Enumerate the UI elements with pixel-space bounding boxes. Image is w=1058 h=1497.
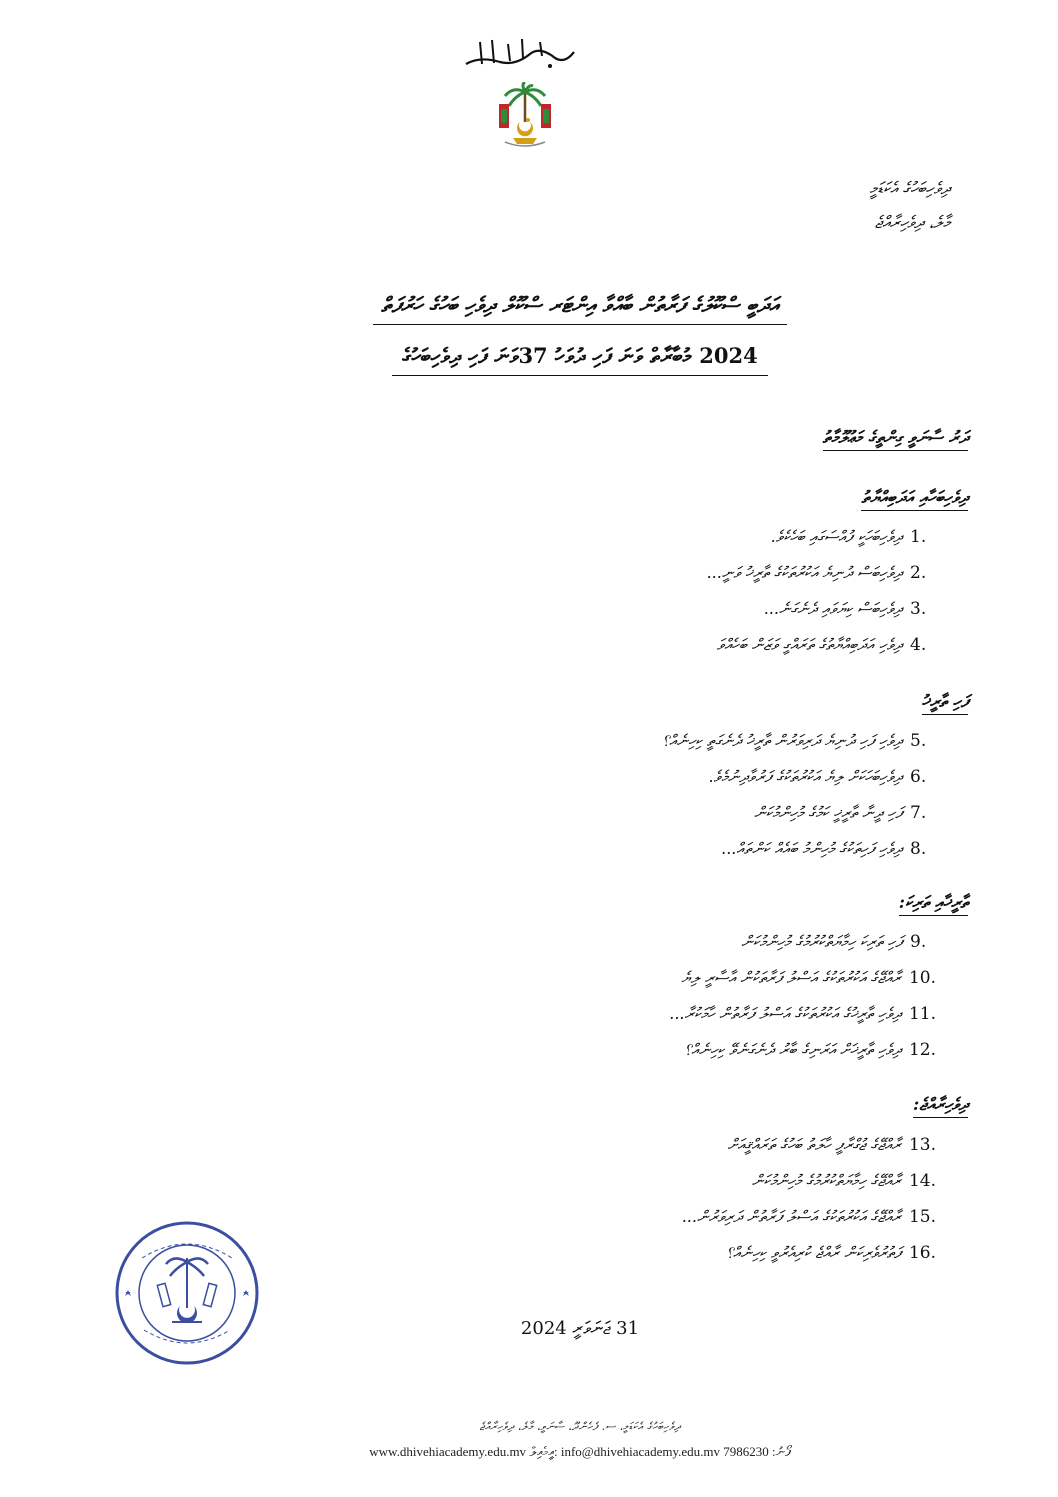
national-emblem	[495, 82, 555, 152]
topic-text: ރާއްޖޭގެ ޖުގްރާފީ ހާލަތު ބަހުގެ ތަރައްޤީއަށް	[727, 1135, 901, 1154]
section-heading-history: ފަހި ތާރީޚު	[922, 692, 968, 715]
document-date	[480, 1318, 680, 1339]
date-month: ޖަނަވަރީ	[572, 1318, 611, 1339]
topic-number: 4.	[910, 635, 927, 655]
topic-number: 3.	[910, 599, 927, 619]
date-year: 2024	[520, 1318, 567, 1339]
topic-text: ފަހި ދީނާ ތާރީޚީ ކަމުގެ މުހިންމުކަން	[754, 803, 902, 822]
topic-item	[717, 635, 936, 655]
letterhead-footer	[200, 1420, 960, 1460]
topic-number: 8.	[910, 839, 927, 859]
topic-number: 12.	[908, 1040, 936, 1060]
topic-number: 2.	[910, 563, 927, 583]
topic-number: 5.	[910, 731, 927, 751]
topic-number: 13.	[908, 1135, 936, 1155]
date-day: 31	[616, 1318, 640, 1339]
intro-heading: ދަރު ސާނަވީ ގިންތީގެ މަޢުލޫމާތު	[823, 428, 968, 451]
topic-item	[681, 968, 936, 988]
topic-item	[669, 1004, 936, 1024]
basmala-calligraphy	[460, 34, 580, 74]
topic-text: ދިވެހި ފަހި ދުނިޔެ ދަރިވަރުން ތާރީޚު ދެނެގަތީ ކިހިނެއް؟	[662, 731, 902, 750]
footer-address: ދިވެހިބަހުގެ އެކަޑަމީ، ސ. ފެހެންދޫ، ސާނަވީ، މާލެ، ދިވެހިރާއްޖެ	[479, 1420, 681, 1433]
topic-text: ފަތުރުވެރިކަން ރާއްޖެ ކުރިއެރުވީ ކިހިނެއް؟	[725, 1243, 901, 1262]
topic-text: ރާއްޖޭގެ އަކުރުތަކުގެ އަސްލު ފަރާތުން ދަރިވަރުން...	[681, 1207, 901, 1226]
topic-item	[684, 1040, 936, 1060]
sender-name: ދިވެހިބަހުގެ އެކަޑަމީ	[869, 179, 950, 199]
official-seal	[112, 1218, 262, 1368]
topic-number: 14.	[908, 1171, 936, 1191]
topic-text: ދިވެހި އަދަބިއްޔާތުގެ ތަރައްގީ ވަޒަން ބަހެއްވަ	[716, 635, 902, 654]
sender-block	[870, 172, 950, 240]
footer-contact: www.dhivehiacademy.edu.mv އީމެއިލް: info@dhivehiacademy.edu.mv ފޯނު: 7986230	[369, 1444, 791, 1459]
topic-item	[662, 731, 936, 751]
topic-number: 11.	[908, 1004, 936, 1024]
topic-text: ދިވެހިބަސް ކިޔަވައި ދެނެގަނެ...	[763, 599, 902, 618]
topic-text: ރާއްޖޭގެ ހިމާޔަތްކުރުމުގެ މުހިންމުކަން	[751, 1171, 901, 1190]
topic-text: ރާއްޖޭގެ އަކުރުތަކުގެ އަސްލު ފަރާތަކުން އާސާރީ ލިޔެ	[681, 968, 901, 987]
topic-item	[771, 527, 936, 547]
topic-number: 16.	[908, 1243, 936, 1263]
topic-number: 6.	[910, 767, 927, 787]
topic-text: ދިވެހި ތާރީޚުގެ އަކުރުތަކުގެ އަސްލު ފަރާތުން ހާމަކުރާ...	[669, 1004, 901, 1023]
topic-item	[707, 563, 936, 583]
section-heading-language-literature: ދިވެހިބަހާއި އަދަބިއްޔާތު	[861, 488, 968, 511]
topic-text: ދިވެހި ތާރީޚަށް އަރަނިގެ ބާރު ދެނެގަނެވޭ ކިހިނެއް؟	[684, 1040, 901, 1059]
topic-item	[728, 1135, 936, 1155]
section-heading-maldives: ދިވެހިރާއްޖެ:	[913, 1095, 968, 1118]
topic-number: 9.	[910, 932, 927, 952]
topic-number: 1.	[910, 527, 927, 547]
title-line-2: 2024 މުބާރާތް ވަނަ ފަހި ދުވަހު 37ވަނަ ފަހި ދިވެހިބަހުގެ	[392, 333, 767, 376]
topic-number: 15.	[908, 1207, 936, 1227]
topic-number: 10.	[908, 968, 936, 988]
topic-item	[752, 1171, 936, 1191]
topic-item	[741, 932, 936, 952]
topic-item	[721, 839, 936, 859]
topic-number: 7.	[910, 803, 927, 823]
topic-item	[764, 599, 936, 619]
topic-item	[708, 767, 936, 787]
topic-text: ދިވެހިބަހަކަށް ލިޔެ އަކުރުތަކުގެ ފަރުވާދިނުމެވެ.	[708, 767, 902, 786]
title-line-1: އަދަބީ ސްކޫލުގެ ފަރާތުން ބާއްވާ އިންޓަރ ސްކޫލް ދިވެހި ބަހުގެ ހަރުފަތް	[373, 286, 787, 325]
topic-text: ދިވެހިބަހަކީ ފުއްސަގައި ބަހެކެވެ.	[770, 527, 902, 546]
topic-text: ދިވެހިބަސް ދުނިޔެ އަކުރުތަކުގެ ތާރީޚު ވަނީ...	[706, 563, 902, 582]
topic-text: ފަހި ތަރިކަ ހިމާޔަތްކުރުމުގެ މުހިންމުކަން	[741, 932, 902, 951]
section-heading-heritage: ތާރީޚާއި ތަރިކަ:	[899, 893, 968, 916]
sender-location: މާލެ، ދިވެހިރާއްޖެ	[874, 213, 950, 233]
topic-text: ދިވެހި ފަހިތަކުގެ މުހިންމު ބައެއް ކަންތައް...	[721, 839, 902, 858]
topic-item	[682, 1207, 936, 1227]
topic-item	[754, 803, 936, 823]
topic-item	[726, 1243, 936, 1263]
document-title	[200, 286, 960, 376]
